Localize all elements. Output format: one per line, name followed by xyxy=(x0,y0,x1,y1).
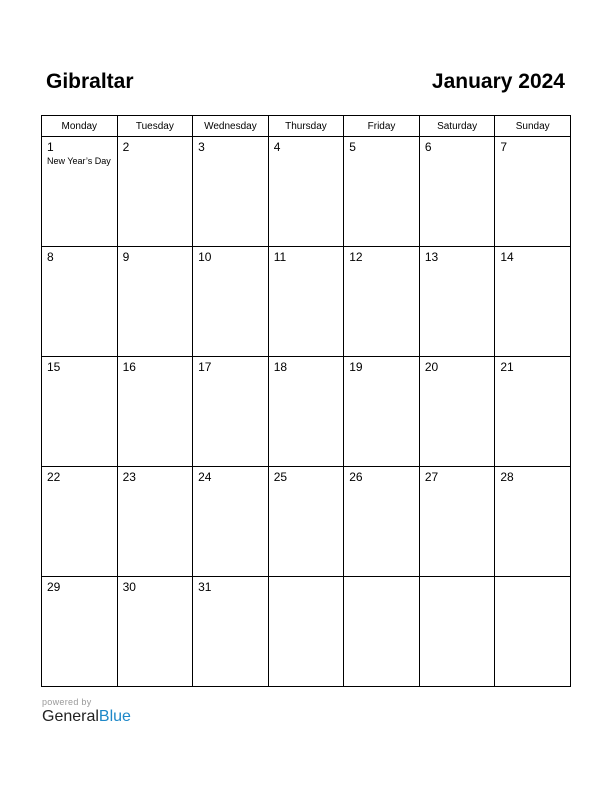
week-row xyxy=(42,357,571,467)
day-number: 22 xyxy=(47,470,61,484)
weekday-header: Sunday xyxy=(495,116,571,137)
day-cell xyxy=(419,137,495,247)
day-number: 9 xyxy=(122,250,130,264)
day-number: 15 xyxy=(47,360,61,374)
logo-blue-text: Blue xyxy=(98,708,131,725)
weekday-header: Wednesday xyxy=(193,116,269,137)
generalblue-brand xyxy=(42,697,131,726)
day-number: 6 xyxy=(424,140,432,154)
day-cell xyxy=(42,247,118,357)
day-number: 18 xyxy=(273,360,288,374)
day-number: 28 xyxy=(500,470,514,484)
day-cell xyxy=(268,247,344,357)
day-number: 21 xyxy=(500,360,514,374)
day-cell xyxy=(42,137,118,247)
day-cell xyxy=(117,247,193,357)
day-number: 25 xyxy=(273,470,288,484)
day-cell xyxy=(117,467,193,577)
day-number: 13 xyxy=(424,250,439,264)
day-cell xyxy=(419,357,495,467)
month-year-title: January 2024 xyxy=(431,70,565,93)
day-cell-empty xyxy=(268,577,344,687)
day-number: 3 xyxy=(198,140,205,154)
day-cell xyxy=(268,357,344,467)
powered-by-label: powered by xyxy=(42,697,92,707)
day-cell xyxy=(42,577,118,687)
day-cell xyxy=(193,467,269,577)
day-cell xyxy=(117,357,193,467)
generalblue-logo xyxy=(42,708,131,726)
day-cell-empty xyxy=(495,577,571,687)
week-row xyxy=(42,247,571,357)
day-number: 24 xyxy=(198,470,212,484)
day-cell xyxy=(344,357,420,467)
day-cell xyxy=(268,137,344,247)
day-number xyxy=(269,577,344,580)
day-cell xyxy=(193,357,269,467)
day-cell xyxy=(117,577,193,687)
day-number: 14 xyxy=(500,250,514,264)
day-cell xyxy=(344,137,420,247)
day-number: 19 xyxy=(349,360,363,374)
day-cell xyxy=(495,467,571,577)
week-row xyxy=(42,577,571,687)
calendar-grid xyxy=(41,115,571,687)
day-number: 12 xyxy=(349,250,363,264)
day-number: 26 xyxy=(349,470,363,484)
weekday-header: Thursday xyxy=(268,116,344,137)
day-number: 5 xyxy=(349,140,356,154)
day-number: 29 xyxy=(47,580,61,594)
weekday-header: Tuesday xyxy=(117,116,193,137)
day-cell xyxy=(495,357,571,467)
weekday-header: Monday xyxy=(42,116,118,137)
day-number: 23 xyxy=(122,470,136,484)
country-title: Gibraltar xyxy=(46,70,134,93)
day-cell xyxy=(419,247,495,357)
day-number xyxy=(495,577,570,580)
day-number: 17 xyxy=(198,360,212,374)
week-row xyxy=(42,467,571,577)
day-cell xyxy=(268,467,344,577)
day-cell-empty xyxy=(419,577,495,687)
day-cell xyxy=(419,467,495,577)
day-cell xyxy=(42,467,118,577)
day-number: 7 xyxy=(500,140,508,154)
day-number: 31 xyxy=(198,580,212,594)
day-number: 2 xyxy=(122,140,130,154)
day-cell xyxy=(193,247,269,357)
day-cell xyxy=(193,137,269,247)
day-cell xyxy=(117,137,193,247)
weekday-header: Saturday xyxy=(419,116,495,137)
holiday-label: New Year’s Day xyxy=(47,156,111,166)
day-number: 16 xyxy=(122,360,136,374)
day-number: 4 xyxy=(273,140,281,154)
day-number: 8 xyxy=(47,250,54,264)
day-number xyxy=(420,577,495,580)
weekday-header-row xyxy=(42,116,571,137)
day-number xyxy=(344,577,419,580)
weekday-header: Friday xyxy=(344,116,420,137)
day-number: 1 xyxy=(47,140,54,154)
day-cell xyxy=(344,247,420,357)
day-cell-empty xyxy=(344,577,420,687)
week-row xyxy=(42,137,571,247)
day-number: 20 xyxy=(424,360,439,374)
day-cell xyxy=(193,577,269,687)
day-cell xyxy=(495,137,571,247)
day-number: 27 xyxy=(424,470,439,484)
day-cell xyxy=(42,357,118,467)
logo-general-text: General xyxy=(42,708,99,725)
day-cell xyxy=(344,467,420,577)
day-number: 30 xyxy=(122,580,136,594)
day-cell xyxy=(495,247,571,357)
day-number: 11 xyxy=(273,250,287,264)
day-number: 10 xyxy=(198,250,212,264)
